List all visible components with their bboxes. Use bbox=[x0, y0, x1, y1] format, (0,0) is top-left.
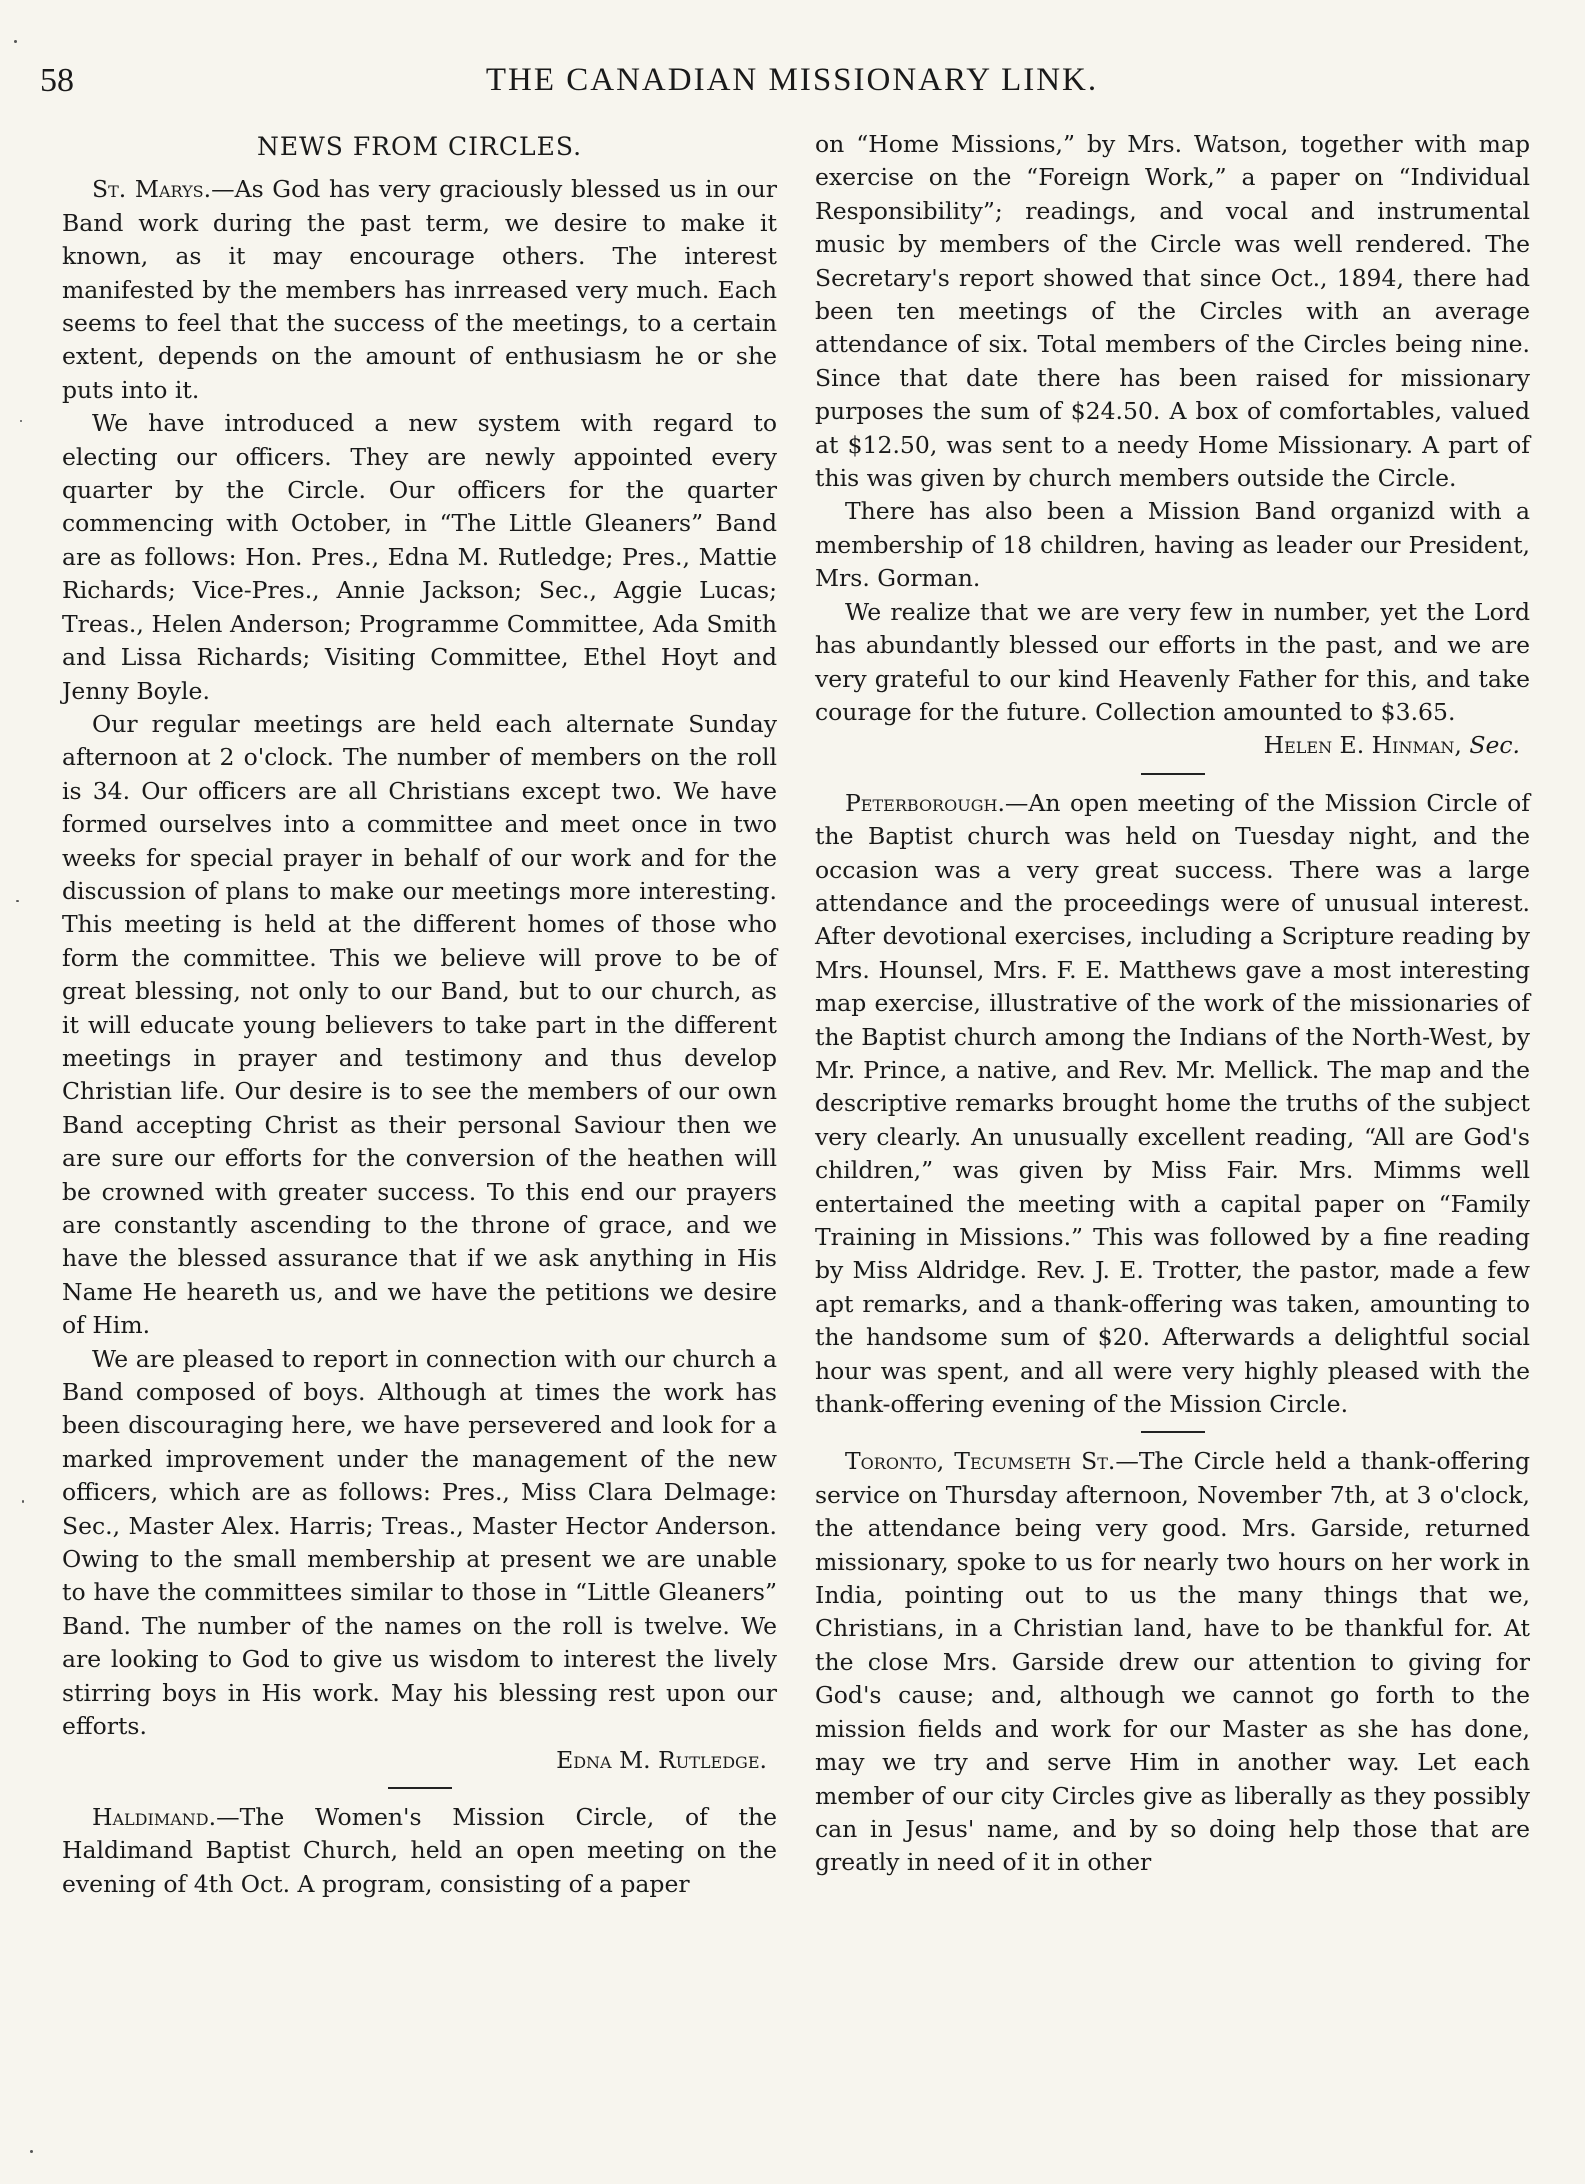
haldimand-text-2: on “Home Missions,” by Mrs. Watson, together with map exercise on the “Foreign Work,” a paper on “Individual Responsibility”; readings, and vocal and instrumental music by members of the Circle was well rendered. The Secretary's report showed that since Oct., 1894, there had been ten meetings of the Circles with an average attendance of six. Total members of the Circles being nine. Since that date there has been raised for missionary purposes the sum of $24.50. A box of comfortables, valued at $12.50, was sent to a needy Home Missionary. A part of this was given by church members outside the Circle. bbox=[815, 130, 1530, 493]
toronto-place: Toronto, Tecumseth St. bbox=[845, 1447, 1116, 1476]
toronto-paragraph: Toronto, Tecumseth St.—The Circle held a thank-offering service on Thursday afternoon, November 7th, at 3 o'clock, the attendance being very good. Mrs. Garside, returned missionary, spoke to us for nearly two hours on her work in India, pointing out to us the many things that we, Christians, in a Christian land, have to be thankful for. At the close Mrs. Garside drew our attention to giving for God's cause; and, although we cannot go forth to the mission fields and work for our Master as she has done, may we try and serve Him in another way. Let each member of our city Circles give as liberally as they possibly can in Jesus' name, and by so doing help those that are greatly in need of it in other bbox=[815, 1447, 1531, 1877]
left-column bbox=[62, 128, 777, 1901]
st-marys-paragraph-2: We have introduced a new system with regard to electing our officers. They are newly appointed every quarter by the Circle. Our officers for the quarter commencing with October, in “The Little Gleaners” Band are as follows: Hon. Pres., Edna M. Rutledge; Pres., Mattie Richards; Vice-Pres., Annie Jackson; Sec., Aggie Lucas; Treas., Helen Anderson; Programme Committee, Ada Smith and Lissa Richards; Visiting Committee, Ethel Hoyt and Jenny Boyle. bbox=[62, 409, 777, 705]
scan-speck bbox=[20, 420, 22, 422]
page-number: 58 bbox=[40, 62, 74, 99]
st-marys-place: St. Marys. bbox=[92, 175, 212, 204]
haldimand-signature bbox=[815, 729, 1530, 762]
haldimand-paragraph-1 bbox=[62, 1801, 777, 1901]
peterborough-paragraph: Peterborough.—An open meeting of the Mission Circle of the Baptist church was held on Tuesday night, and the occasion was a very great success. There was a large attendance and the proceedings were of unusual interest. After devotional exercises, including a Scripture reading by Mrs. Hounsel, Mrs. F. E. Matthews gave a most interesting map exercise, illustrative of the work of the missionaries of the Baptist church among the Indians of the North-West, by Mr. Prince, a native, and Rev. Mr. Mellick. The map and the descriptive remarks brought home the truths of the subject very clearly. An unusually excellent reading, “All are God's children,” was given by Miss Fair. Mrs. Mimms well entertained the meeting with a capital paper on “Family Training in Missions.” This was followed by a fine reading by Miss Aldridge. Rev. J. E. Trotter, the pastor, made a few apt remarks, and a thank-offering was taken, amounting to the handsome sum of $20. Afterwards a delightful social hour was spent, and all were very highly pleased with the thank-offering evening of the Mission Circle. bbox=[815, 788, 1530, 1419]
scan-speck bbox=[14, 40, 17, 43]
section-divider bbox=[1141, 773, 1205, 775]
haldimand-paragraph-1-continued bbox=[815, 128, 1530, 495]
scan-speck bbox=[30, 2150, 33, 2153]
journal-title: THE CANADIAN MISSIONARY LINK. bbox=[485, 62, 1099, 98]
st-marys-paragraph-1: St. Marys.—As God has very graciously blessed us in our Band work during the past term, we desire to make it known, as it may encourage others. The interest manifested by the members has inrreased very much. Each seems to feel that the success of the meetings, to a certain extent, depends on the amount of enthusiasm he or she puts into it. bbox=[62, 175, 777, 404]
section-divider bbox=[388, 1787, 452, 1789]
haldimand-place: Haldimand. bbox=[92, 1802, 217, 1831]
scan-speck bbox=[22, 1500, 24, 1503]
haldimand-paragraph-2: There has also been a Mission Band organizd with a membership of 18 children, having as leader our President, Mrs. Gorman. bbox=[815, 497, 1530, 593]
section-heading: NEWS FROM CIRCLES. bbox=[256, 132, 583, 161]
scan-speck bbox=[16, 900, 19, 902]
haldimand-paragraph-3: We realize that we are very few in number, yet the Lord has abundantly blessed our efforts in the past, and we are very grateful to our kind Heavenly Father for this, and take courage for the future. Collection amounted to $3.65. bbox=[815, 597, 1530, 726]
section-divider bbox=[1141, 1431, 1205, 1433]
right-column bbox=[815, 128, 1530, 1880]
haldimand-signature-title: Sec. bbox=[1469, 731, 1520, 760]
page-header bbox=[32, 62, 1552, 122]
haldimand-text-1: —The Women's Mission Circle, of the Haldimand Baptist Church, held an open meeting on the evening of 4th Oct. A program, consisting of a paper bbox=[62, 1802, 777, 1898]
st-marys-paragraph-4: We are pleased to report in connection with our church a Band composed of boys. Although at times the work has been discouraging here, we have persevered and look for a marked improvement under the management of the new officers, which are as follows: Pres., Miss Clara Delmage: Sec., Master Alex. Harris; Treas., Master Hector Anderson. Owing to the small membership at present we are unable to have the committees similar to those in “Little Gleaners” Band. The number of the names on the roll is twelve. We are looking to God to give us wisdom to interest the lively stirring boys in His work. May his blessing rest upon our efforts. bbox=[62, 1344, 777, 1741]
st-marys-signature: Edna M. Rutledge. bbox=[556, 1745, 767, 1774]
haldimand-signature-name: Helen E. Hinman, bbox=[1263, 731, 1462, 760]
st-marys-paragraph-3: Our regular meetings are held each alternate Sunday afternoon at 2 o'clock. The number of members on the roll is 34. Our officers are all Christians except two. We have formed ourselves into a committee and meet once in two weeks for special prayer in behalf of our work and for the discussion of plans to make our meetings more interesting. This meeting is held at the different homes of those who form the committee. This we believe will prove to be of great blessing, not only to our Band, but to our church, as it will educate young believers to take part in the different meetings in prayer and testimony and thus develop Christian life. Our desire is to see the members of our own Band accepting Christ as their personal Saviour then we are sure our efforts for the conversion of the heathen will be crowned with greater success. To this end our prayers are constantly ascending to the throne of grace, and we have the blessed assurance that if we ask anything in His Name He heareth us, and we have the petitions we desire of Him. bbox=[62, 709, 777, 1340]
peterborough-place: Peterborough. bbox=[845, 788, 1005, 817]
